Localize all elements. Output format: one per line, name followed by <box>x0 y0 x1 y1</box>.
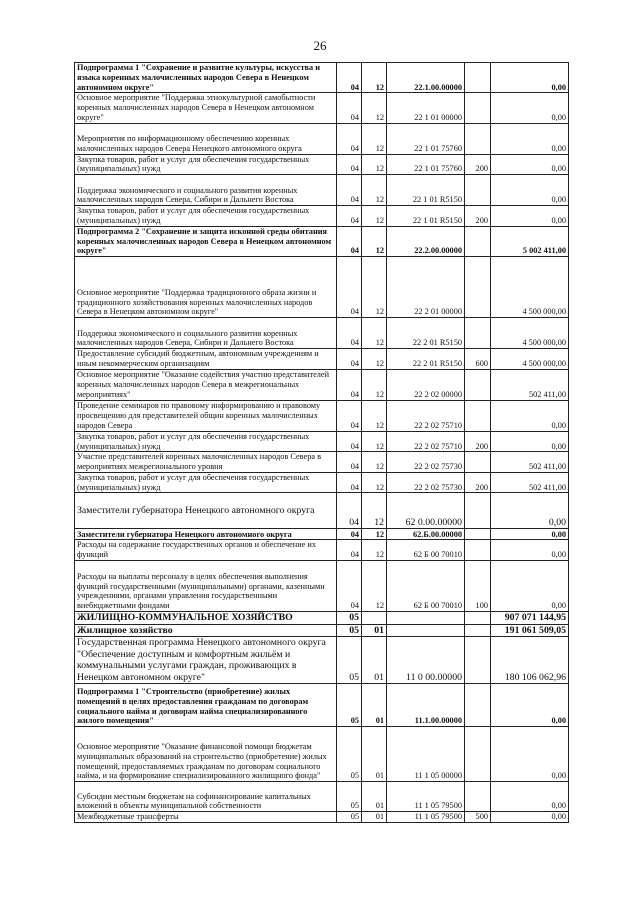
row-amount: 502 411,00 <box>491 369 569 400</box>
row-section: 05 <box>337 637 362 684</box>
table-row <box>75 206 569 227</box>
row-section: 04 <box>337 63 362 93</box>
row-subsection: 01 <box>362 637 387 684</box>
row-amount: 0,00 <box>491 782 569 812</box>
row-section: 04 <box>337 318 362 349</box>
row-name: Закупка товаров, работ и услуг для обеспечения государственных (муниципальных) нужд <box>75 206 337 227</box>
table-row <box>75 560 569 611</box>
row-name: Основное мероприятие "Поддержка этнокультурной самобытности коренных малочисленных народов Севера в Ненецком автономном округе" <box>75 93 337 123</box>
row-amount: 4 500 000,00 <box>491 257 569 318</box>
row-amount: 4 500 000,00 <box>491 349 569 370</box>
row-section: 04 <box>337 431 362 452</box>
row-expense-type: 200 <box>465 431 491 452</box>
row-expense-type <box>465 529 491 540</box>
row-target-code: 62.Б.00.00000 <box>387 529 465 540</box>
row-name: Основное мероприятие "Поддержка традиционного образа жизни и традиционного хозяйствования коренных малочисленных народов Севера в Ненецком автономном округе" <box>75 257 337 318</box>
row-expense-type <box>465 727 491 782</box>
row-expense-type <box>465 684 491 727</box>
row-amount: 180 106 062,96 <box>491 637 569 684</box>
table-row <box>75 540 569 561</box>
row-section: 04 <box>337 540 362 561</box>
row-target-code: 11 1 05 79500 <box>387 812 465 823</box>
row-section: 04 <box>337 257 362 318</box>
row-subsection: 12 <box>362 318 387 349</box>
row-subsection: 12 <box>362 369 387 400</box>
row-amount: 0,00 <box>491 175 569 206</box>
table-row <box>75 431 569 452</box>
row-section: 04 <box>337 400 362 431</box>
row-name: Закупка товаров, работ и услуг для обеспечения государственных (муниципальных) нужд <box>75 431 337 452</box>
row-expense-type <box>465 123 491 154</box>
table-row <box>75 472 569 493</box>
row-name: Подпрограмма 1 "Строительство (приобретение) жилых помещений в целях предоставления гражданам по договорам социального найма и договорам найма специализированного жилого помещения" <box>75 684 337 727</box>
row-expense-type: 200 <box>465 154 491 175</box>
budget-table <box>74 62 569 823</box>
table-row <box>75 349 569 370</box>
row-target-code: 22.1.00.00000 <box>387 63 465 93</box>
row-section: 05 <box>337 611 362 624</box>
row-expense-type <box>465 782 491 812</box>
row-section: 04 <box>337 93 362 123</box>
row-target-code: 22 2 01 00000 <box>387 257 465 318</box>
row-amount: 0,00 <box>491 63 569 93</box>
row-target-code: 22 1 01 75760 <box>387 154 465 175</box>
row-section: 04 <box>337 349 362 370</box>
row-expense-type <box>465 93 491 123</box>
row-name: Закупка товаров, работ и услуг для обеспечения государственных (муниципальных) нужд <box>75 154 337 175</box>
row-subsection: 12 <box>362 529 387 540</box>
row-subsection: 12 <box>362 93 387 123</box>
row-subsection: 12 <box>362 226 387 256</box>
row-subsection: 01 <box>362 782 387 812</box>
row-section: 04 <box>337 369 362 400</box>
row-amount: 0,00 <box>491 493 569 529</box>
row-section: 05 <box>337 727 362 782</box>
row-subsection <box>362 611 387 624</box>
row-expense-type <box>465 540 491 561</box>
row-target-code: 22 1 01 R5150 <box>387 206 465 227</box>
row-subsection: 12 <box>362 452 387 473</box>
row-name: Расходы на содержание государственных органов и обеспечение их функций <box>75 540 337 561</box>
row-amount: 0,00 <box>491 727 569 782</box>
row-section: 04 <box>337 560 362 611</box>
table-row <box>75 684 569 727</box>
row-subsection: 01 <box>362 812 387 823</box>
table-row <box>75 123 569 154</box>
row-name: Подпрограмма 2 "Сохранение и защита исконной среды обитания коренных малочисленных народов Севера в Ненецком автономном округе" <box>75 226 337 256</box>
row-subsection: 01 <box>362 727 387 782</box>
row-expense-type <box>465 257 491 318</box>
row-name: Основное мероприятие "Оказание финансовой помощи бюджетам муниципальных образований на строительство (приобретение) жилых помещений, предоставляемых гражданам по договорам социального найма, и на формирование специализированного жилищного фонда" <box>75 727 337 782</box>
row-target-code: 11 1 05 00000 <box>387 727 465 782</box>
table-row <box>75 63 569 93</box>
row-target-code: 22 2 02 75710 <box>387 431 465 452</box>
row-expense-type <box>465 624 491 637</box>
row-subsection: 12 <box>362 123 387 154</box>
row-expense-type <box>465 63 491 93</box>
row-name: Участие представителей коренных малочисленных народов Севера в мероприятиях межрегионального уровня <box>75 452 337 473</box>
table-row <box>75 782 569 812</box>
row-subsection: 12 <box>362 154 387 175</box>
row-target-code: 22 1 01 00000 <box>387 93 465 123</box>
row-amount: 907 071 144,95 <box>491 611 569 624</box>
row-target-code: 62 Б 00 70010 <box>387 560 465 611</box>
row-amount: 0,00 <box>491 560 569 611</box>
row-amount: 5 002 411,00 <box>491 226 569 256</box>
table-row <box>75 812 569 823</box>
row-target-code: 62 0.00.00000 <box>387 493 465 529</box>
row-target-code: 22 1 01 75760 <box>387 123 465 154</box>
table-row <box>75 175 569 206</box>
row-amount: 191 061 509,05 <box>491 624 569 637</box>
row-expense-type <box>465 452 491 473</box>
row-amount: 0,00 <box>491 540 569 561</box>
row-name: Основное мероприятие "Оказание содействия участию представителей коренных малочисленных народов Севера в межрегиональных мероприятиях" <box>75 369 337 400</box>
row-subsection: 01 <box>362 624 387 637</box>
row-section: 05 <box>337 684 362 727</box>
row-subsection: 12 <box>362 206 387 227</box>
row-subsection: 12 <box>362 493 387 529</box>
row-section: 05 <box>337 624 362 637</box>
row-target-code: 22.2.00.00000 <box>387 226 465 256</box>
table-row <box>75 611 569 624</box>
row-amount: 502 411,00 <box>491 472 569 493</box>
row-section: 04 <box>337 206 362 227</box>
row-subsection: 12 <box>362 257 387 318</box>
row-name: Закупка товаров, работ и услуг для обеспечения государственных (муниципальных) нужд <box>75 472 337 493</box>
row-section: 04 <box>337 175 362 206</box>
row-section: 04 <box>337 154 362 175</box>
row-subsection: 12 <box>362 349 387 370</box>
row-subsection: 12 <box>362 472 387 493</box>
table-row <box>75 529 569 540</box>
table-row <box>75 624 569 637</box>
table-row <box>75 637 569 684</box>
row-amount: 0,00 <box>491 123 569 154</box>
row-amount: 0,00 <box>491 154 569 175</box>
row-expense-type <box>465 175 491 206</box>
row-expense-type: 500 <box>465 812 491 823</box>
row-expense-type <box>465 493 491 529</box>
table-row <box>75 400 569 431</box>
row-section: 05 <box>337 782 362 812</box>
row-name: Поддержка экономического и социального развития коренных малочисленных народов Севера, Сибири и Дальнего Востока <box>75 175 337 206</box>
row-section: 04 <box>337 472 362 493</box>
row-name: Межбюджетные трансферты <box>75 812 337 823</box>
row-amount: 0,00 <box>491 684 569 727</box>
row-name: Поддержка экономического и социального развития коренных малочисленных народов Севера, Сибири и Дальнего Востока <box>75 318 337 349</box>
row-amount: 4 500 000,00 <box>491 318 569 349</box>
row-subsection: 12 <box>362 400 387 431</box>
row-amount: 0,00 <box>491 812 569 823</box>
table-row <box>75 452 569 473</box>
row-name: Субсидии местным бюджетам на софинансирование капитальных вложений в объекты муниципальной собственности <box>75 782 337 812</box>
row-target-code: 11.1.00.00000 <box>387 684 465 727</box>
row-target-code: 22 2 02 75710 <box>387 400 465 431</box>
row-target-code: 22 2 02 75730 <box>387 472 465 493</box>
row-name: Заместители губернатора Ненецкого автономного округа <box>75 493 337 529</box>
row-name: ЖИЛИЩНО-КОММУНАЛЬНОЕ ХОЗЯЙСТВО <box>75 611 337 624</box>
row-amount: 0,00 <box>491 206 569 227</box>
row-target-code <box>387 624 465 637</box>
row-amount: 502 411,00 <box>491 452 569 473</box>
row-name: Предоставление субсидий бюджетным, автономным учреждениям и иным некоммерческим организациям <box>75 349 337 370</box>
row-name: Проведение семинаров по правовому информированию и правовому просвещению для представителей общин коренных малочисленных народов Севера <box>75 400 337 431</box>
row-section: 04 <box>337 452 362 473</box>
row-expense-type <box>465 611 491 624</box>
row-section: 05 <box>337 812 362 823</box>
row-expense-type: 100 <box>465 560 491 611</box>
row-subsection: 12 <box>362 175 387 206</box>
row-name: Заместители губернатора Ненецкого автономного округа <box>75 529 337 540</box>
table-row <box>75 727 569 782</box>
row-target-code: 22 2 01 R5150 <box>387 318 465 349</box>
table-row <box>75 257 569 318</box>
row-amount: 0,00 <box>491 93 569 123</box>
row-subsection: 01 <box>362 684 387 727</box>
row-section: 04 <box>337 493 362 529</box>
row-target-code: 62 Б 00 70010 <box>387 540 465 561</box>
row-target-code: 22 2 02 75730 <box>387 452 465 473</box>
row-target-code: 22 2 02 00000 <box>387 369 465 400</box>
row-expense-type <box>465 318 491 349</box>
row-expense-type: 600 <box>465 349 491 370</box>
row-name: Мероприятия по информационному обеспечению коренных малочисленных народов Севера Ненецкого автономного округа <box>75 123 337 154</box>
row-section: 04 <box>337 226 362 256</box>
table-row <box>75 154 569 175</box>
row-target-code: 11 0 00.00000 <box>387 637 465 684</box>
row-expense-type: 200 <box>465 206 491 227</box>
row-subsection: 12 <box>362 431 387 452</box>
row-expense-type: 200 <box>465 472 491 493</box>
table-row <box>75 93 569 123</box>
row-section: 04 <box>337 123 362 154</box>
row-amount: 0,00 <box>491 400 569 431</box>
row-subsection: 12 <box>362 540 387 561</box>
row-name: Государственная программа Ненецкого автономного округа "Обеспечение доступным и комфортным жильём и коммунальными услугами граждан, проживающих в Ненецком автономном округе" <box>75 637 337 684</box>
table-row <box>75 318 569 349</box>
page-number: 26 <box>313 38 327 53</box>
table-row <box>75 493 569 529</box>
row-target-code: 22 1 01 R5150 <box>387 175 465 206</box>
row-expense-type <box>465 400 491 431</box>
row-expense-type <box>465 637 491 684</box>
row-section: 04 <box>337 529 362 540</box>
row-expense-type <box>465 226 491 256</box>
row-name: Расходы на выплаты персоналу в целях обеспечения выполнения функций государственными (муниципальными) органами, казенными учреждениями, органами управления государственными внебюджетными фондами <box>75 560 337 611</box>
row-expense-type <box>465 369 491 400</box>
row-subsection: 12 <box>362 63 387 93</box>
row-target-code: 11 1 05 79500 <box>387 782 465 812</box>
row-name: Подпрограмма 1 "Сохранение и развитие культуры, искусства и языка коренных малочисленных народов Севера в Ненецком автономном округе" <box>75 63 337 93</box>
row-amount: 0,00 <box>491 529 569 540</box>
table-row <box>75 226 569 256</box>
row-target-code <box>387 611 465 624</box>
row-subsection: 12 <box>362 560 387 611</box>
row-amount: 0,00 <box>491 431 569 452</box>
row-target-code: 22 2 01 R5150 <box>387 349 465 370</box>
table-row <box>75 369 569 400</box>
row-name: Жилищное хозяйство <box>75 624 337 637</box>
budget-table-body <box>75 63 569 823</box>
